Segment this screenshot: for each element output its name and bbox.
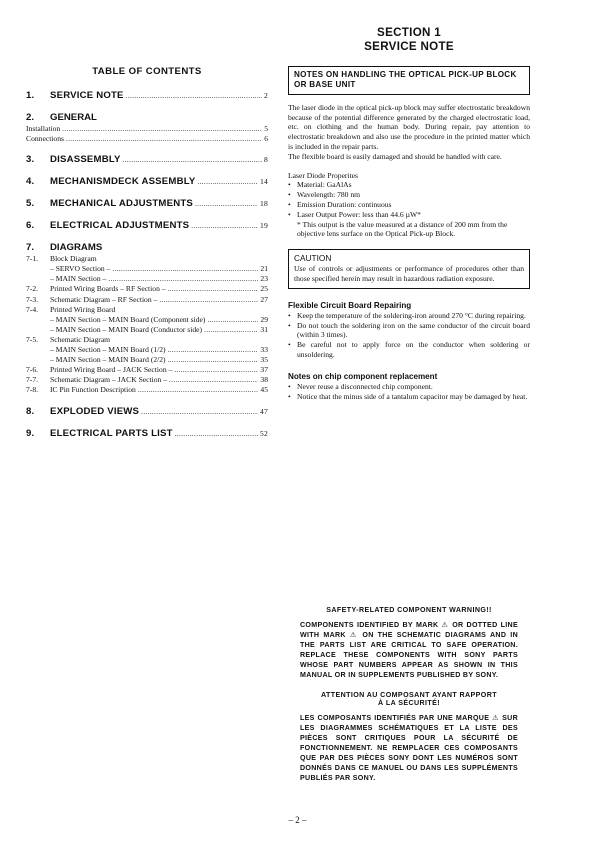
toc-subentry-number: 7-1. (26, 254, 39, 264)
bullet-item: • Keep the temperature of the soldering-iron around 270 °C during repairing. (288, 311, 530, 321)
toc-subentry-page: 29 (260, 314, 268, 324)
safety-title-fr-2: À LA SÉCURITÉ! (377, 699, 441, 707)
toc-subentry[interactable] (26, 295, 268, 305)
toc-subentry-label: Schematic Diagram (50, 334, 111, 344)
toc-leader-dots (195, 200, 258, 208)
toc-entry-number: 9. (26, 427, 35, 439)
section-title: SERVICE NOTE (364, 40, 454, 53)
toc-entry[interactable] (26, 198, 268, 209)
toc-leader-dots (138, 385, 259, 395)
toc-entry-label: MECHANISMDECK ASSEMBLY (50, 176, 196, 188)
toc-subentry-label: Schematic Diagram – JACK Section – (50, 375, 168, 385)
page-number: – 2 – (288, 815, 307, 825)
bullet-item: • Emission Duration: continuous (288, 200, 530, 210)
toc-subentry-page: 38 (260, 375, 268, 385)
laser-properties-title: Laser Diode Properites (288, 170, 359, 180)
toc-entry[interactable] (26, 112, 268, 123)
toc-subentry[interactable] (26, 254, 268, 264)
toc-entry-number: 5. (26, 198, 35, 210)
bullet-item: • Wavelength: 780 nm (288, 190, 530, 200)
chip-notes-heading: Notes on chip component replacement (288, 371, 438, 381)
section-number: SECTION 1 (377, 26, 441, 39)
toc-subentry[interactable] (26, 345, 268, 355)
toc-entry-page: 47 (260, 406, 268, 416)
toc-entry-label: EXPLODED VIEWS (50, 405, 140, 417)
toc-section (26, 428, 268, 439)
toc-entry[interactable] (26, 406, 268, 417)
toc-leader-dots (197, 178, 258, 186)
toc-title: TABLE OF CONTENTS (92, 66, 202, 77)
toc-leader-dots (168, 355, 259, 365)
toc-section (26, 406, 268, 417)
caution-text: Use of controls or adjustments or performance of procedures other than those specified herein may result in hazardous radiation exposure. (294, 264, 524, 283)
toc-leader-dots (169, 375, 258, 385)
toc-subentry-label: – MAIN Section – MAIN Board (Conductor side) (50, 324, 203, 334)
toc-subentry-page: 25 (260, 284, 268, 294)
caution-title: CAUTION (294, 253, 332, 264)
toc-section (26, 90, 268, 101)
toc-subentry-label: Block Diagram (50, 254, 97, 264)
toc-subentry[interactable] (26, 385, 268, 395)
toc-entry-page: 19 (260, 221, 268, 231)
toc-entry-number: 7. (26, 242, 35, 254)
toc-leader-dots (204, 325, 258, 335)
toc-leader-dots (126, 92, 262, 100)
toc-section (26, 176, 268, 187)
toc-subentry-number: 7-2. (26, 284, 39, 294)
toc-subentry-label: – SERVO Section – (50, 264, 111, 274)
toc-subentry[interactable] (26, 274, 268, 284)
toc-leader-dots (108, 274, 258, 284)
toc-subentry[interactable] (26, 325, 268, 335)
toc-subentry-label: Installation (26, 124, 61, 133)
toc-subentry-number: 7-8. (26, 385, 39, 395)
toc-subentry[interactable] (26, 124, 268, 134)
toc-subentry-page: 21 (260, 264, 268, 274)
toc-entry-number: 4. (26, 176, 35, 188)
bullet-item: • Never reuse a disconnected chip component. (288, 382, 530, 392)
toc-leader-dots (159, 295, 258, 305)
toc-entry[interactable] (26, 242, 268, 253)
toc-subentry-number: 7-5. (26, 334, 39, 344)
toc-subentry-label: Printed Wiring Boards – RF Section – (50, 284, 166, 294)
toc-entry[interactable] (26, 220, 268, 231)
toc-subentry[interactable] (26, 375, 268, 385)
toc-entry-label: DISASSEMBLY (50, 154, 121, 166)
toc-entry[interactable] (26, 154, 268, 165)
toc-subentry[interactable] (26, 365, 268, 375)
toc-subentry-number: 7-6. (26, 365, 39, 375)
toc-entry-page: 14 (260, 177, 268, 187)
toc-entry-number: 3. (26, 154, 35, 166)
toc-subentry-label: – MAIN Section – (50, 274, 107, 284)
toc-subentry-page: 35 (260, 355, 268, 365)
safety-title-en: SAFETY-RELATED COMPONENT WARNING!! (326, 606, 492, 614)
laser-footnote: * This output is the value measured at a distance of 200 mm from the objective lens surface on the Optical Pick-up Block. (297, 219, 508, 239)
toc-entry[interactable] (26, 176, 268, 187)
toc-subentry[interactable] (26, 355, 268, 365)
toc-section (26, 112, 268, 144)
toc-entry-page: 18 (260, 199, 268, 209)
toc-leader-dots (168, 345, 259, 355)
toc-entry-number: 8. (26, 405, 35, 417)
toc-section (26, 220, 268, 231)
toc-leader-dots (62, 124, 262, 134)
toc-leader-dots (175, 430, 258, 438)
table-of-contents (26, 66, 268, 450)
toc-entry-page: 2 (264, 91, 268, 100)
toc-leader-dots (112, 264, 258, 274)
toc-subentry-page: 5 (264, 124, 268, 133)
toc-leader-dots (191, 222, 258, 230)
safety-warning-block (300, 606, 518, 783)
toc-subentry-label: IC Pin Function Description (50, 385, 136, 395)
toc-entry[interactable] (26, 428, 268, 439)
toc-subentry-number: 7-3. (26, 294, 39, 304)
flexible-board-paragraph: The flexible board is easily damaged and should be handled with care. (288, 151, 502, 161)
laser-diode-paragraph: The laser diode in the optical pick-up block may suffer electrostatic breakdown because of the potential difference generated by the charged electrostatic load, etc. on clothing and the human body. During repair, pay attention to electrostatic breakdown and also use the procedure in the printed matter which is included in the repair parts. (288, 102, 530, 151)
flex-repair-list (288, 311, 530, 360)
toc-entry-page: 52 (260, 428, 268, 438)
toc-entry-label: SERVICE NOTE (50, 90, 124, 101)
toc-subentry-page: 27 (260, 294, 268, 304)
bullet-item: • Do not touch the soldering iron on the same conductor of the circuit board (within 3 times). (288, 321, 530, 341)
toc-subentry-number: 7-7. (26, 375, 39, 385)
toc-subentry[interactable] (26, 134, 268, 144)
caution-box (288, 249, 530, 289)
toc-entry-label: ELECTRICAL ADJUSTMENTS (50, 220, 190, 232)
toc-subentry[interactable] (26, 305, 268, 315)
toc-leader-dots (66, 134, 262, 144)
toc-entry-number: 1. (26, 90, 35, 101)
safety-text-en: COMPONENTS IDENTIFIED BY MARK ⚠ OR DOTTED LINE WITH MARK ⚠ ON THE SCHEMATIC DIAGRAMS AND IN THE PARTS LIST ARE CRITICAL TO SAFE OPERATION. REPLACE THESE COMPONENTS WITH SONY PARTS WHOSE PART NUMBERS APPEAR AS SHOWN IN THIS MANUAL OR IN SUPPLEMENTS PUBLISHED BY SONY. (300, 621, 518, 679)
bullet-item: • Laser Output Power: less than 44.6 µW* (288, 210, 530, 220)
toc-subentry-label: – MAIN Section – MAIN Board (2/2) (50, 355, 166, 365)
toc-subentry-page: 45 (260, 385, 268, 395)
toc-section (26, 154, 268, 165)
toc-entry-number: 6. (26, 220, 35, 232)
toc-section (26, 198, 268, 209)
bullet-item: • Material: GaAlAs (288, 180, 530, 190)
toc-subentry-page: 31 (260, 324, 268, 334)
toc-leader-dots (207, 315, 258, 325)
toc-subentry-page: 33 (260, 345, 268, 355)
toc-subentry-number: 7-4. (26, 304, 39, 314)
bullet-item: • Be careful not to apply force on the conductor when soldering or unsoldering. (288, 340, 530, 360)
toc-entry-page: 8 (264, 155, 268, 165)
toc-subentry-page: 37 (260, 365, 268, 375)
toc-subentry-label: Connections (26, 134, 64, 144)
toc-entry-label: MECHANICAL ADJUSTMENTS (50, 198, 193, 210)
toc-list (26, 90, 268, 439)
toc-subentry-page: 6 (264, 134, 268, 144)
toc-leader-dots (168, 284, 259, 294)
optical-pickup-notes-box: NOTES ON HANDLING THE OPTICAL PICK-UP BLOCK OR BASE UNIT (288, 66, 530, 95)
toc-subentry-label: – MAIN Section – MAIN Board (1/2) (50, 345, 166, 355)
toc-subentry[interactable] (26, 315, 268, 325)
safety-title-fr-1: ATTENTION AU COMPOSANT AYANT RAPPORT (321, 691, 497, 699)
safety-text-fr: LES COMPOSANTS IDENTIFIÉS PAR UNE MARQUE ⚠ SUR LES DIAGRAMMES SCHÉMATIQUES ET LA LISTE DES PIÈCES SONT CRITIQUES POUR LA SÉCURITÉ DE FONCTIONNEMENT. NE REMPLACER CES COMPOSANTS QUE PAR DES PIÈCES SONY DONT LES NUMÉROS SONT DONNÉS DANS CE MANUEL OU DANS LES SUPPLÉMENTS PUBLIÉS PAR SONY. (300, 714, 518, 782)
flex-repair-heading: Flexible Circuit Board Repairing (288, 300, 412, 310)
bullet-item: • Notice that the minus side of a tantalum capacitor may be damaged by heat. (288, 392, 530, 402)
toc-subentry[interactable] (26, 264, 268, 274)
toc-leader-dots (174, 365, 258, 375)
toc-subentry-label: Printed Wiring Board (50, 304, 116, 314)
toc-subentry-label: Printed Wiring Board – JACK Section – (50, 365, 173, 375)
toc-subentry[interactable] (26, 335, 268, 345)
toc-subentry-label: Schematic Diagram – RF Section – (50, 294, 158, 304)
service-note-column (288, 26, 530, 401)
laser-properties-list (288, 180, 530, 219)
toc-entry-label: ELECTRICAL PARTS LIST (50, 427, 173, 439)
toc-section (26, 242, 268, 395)
toc-entry[interactable] (26, 90, 268, 101)
toc-subentry[interactable] (26, 284, 268, 294)
toc-entry-label: GENERAL (50, 112, 97, 123)
toc-leader-dots (141, 408, 258, 416)
chip-notes-list (288, 382, 530, 402)
toc-entry-number: 2. (26, 112, 35, 123)
toc-subentry-label: – MAIN Section – MAIN Board (Component side) (50, 314, 206, 324)
toc-subentry-page: 23 (260, 274, 268, 284)
toc-leader-dots (123, 156, 262, 164)
toc-entry-label: DIAGRAMS (50, 242, 103, 254)
